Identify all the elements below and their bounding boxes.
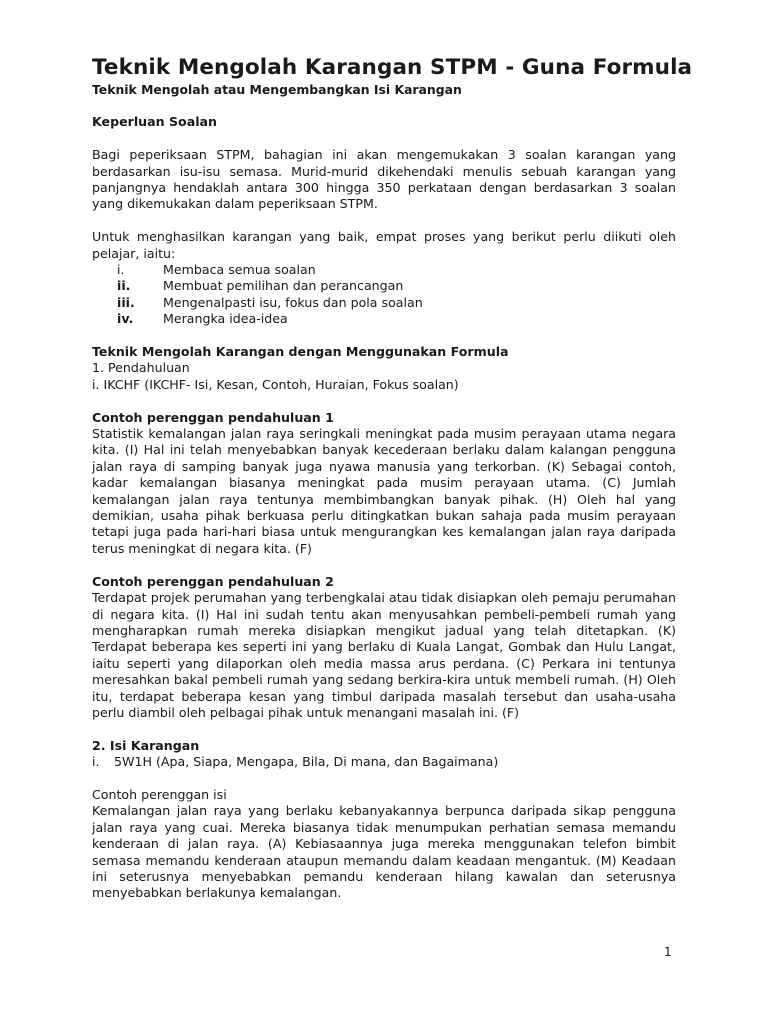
list-item-number: ii. xyxy=(117,278,131,294)
list-item-text: Mengenalpasti isu, fokus dan pola soalan xyxy=(163,294,423,310)
ikchf-line: i. IKCHF (IKCHF- Isi, Kesan, Contoh, Huraian, Fokus soalan) xyxy=(92,376,459,392)
isi-example-paragraph: Kemalangan jalan raya yang berlaku kebanyakannya berpunca daripada sikap pengguna jalan raya yang cuai. Mereka biasanya tidak menumpukan perhatian semasa memandu kenderaan di jalan raya. (A) Kebiasaannya juga mereka menggunakan telefon bimbit semasa memandu kenderaan ataupun memandu dalam keadaan mengantuk. (M) Keadaan ini seterusnya menyebabkan pemandu kenderaan hilang kawalan dan seterusnya menyebabkan berlakunya kemalangan. xyxy=(92,803,676,901)
process-list xyxy=(92,262,676,328)
spacer xyxy=(92,98,676,114)
example2-heading: Contoh perenggan pendahuluan 2 xyxy=(92,573,334,589)
example1-paragraph: Statistik kemalangan jalan raya seringkali meningkat pada musim perayaan utama negara kita. (I) Hal ini telah menyebabkan banyak kecederaan berlaku dalam kalangan pengguna jalan raya di samping banyak juga nyawa manusia yang terkorban. (K) Sebagai contoh, kadar kemalangan biasanya meningkat pada musim perayaan utama. (C) Jumlah kemalangan jalan raya tentunya membimbangkan banyak pihak. (H) Oleh hal yang demikian, usaha pihak berkuasa perlu ditingkatkan bukan sahaja pada musim perayaan tetapi juga pada hari-hari biasa untuk mengurangkan kes kemalangan jalan raya daripada terus meningkat di negara kita. (F) xyxy=(92,426,676,556)
spacer xyxy=(92,213,676,229)
intro-paragraph: Bagi peperiksaan STPM, bahagian ini akan mengemukakan 3 soalan karangan yang berdasarkan isu-isu semasa. Murid-murid dikehendaki menulis sebuah karangan yang panjangnya hendaklah antara 300 hingga 350 perkataan dengan berdasarkan 3 soalan yang dikemukakan dalam peperiksaan STPM. xyxy=(92,147,676,212)
document-subtitle: Teknik Mengolah atau Mengembangkan Isi Karangan xyxy=(92,82,462,97)
list-item-text: Merangka idea-idea xyxy=(163,311,288,327)
document-page xyxy=(92,54,693,902)
list-item xyxy=(92,262,676,278)
spacer xyxy=(92,328,676,344)
list-item-number: iii. xyxy=(117,294,135,310)
page-number: 1 xyxy=(664,945,672,959)
document-title: Teknik Mengolah Karangan STPM - Guna Formula xyxy=(92,55,693,80)
example2-paragraph: Terdapat projek perumahan yang terbengkalai atau tidak disiapkan oleh pemaju perumahan di negara kita. (I) Hal ini sudah tentu akan menyusahkan pembeli-pembeli rumah yang mengharapkan rumah mereka disiapkan mengikut jadual yang telah ditetapkan. (K) Terdapat beberapa kes seperti ini yang berlaku di Kuala Langat, Gombak dan Hulu Langat, iaitu seperti yang dilaporkan oleh media massa arus perdana. (C) Perkara ini tentunya meresahkan bakal pembeli rumah yang sedang berkira-kira untuk membeli rumah. (H) Oleh itu, terdapat beberapa kesan yang timbul daripada masalah tersebut dan usaha-usaha perlu diambil oleh pelbagai pihak untuk menangani masalah ini. (F) xyxy=(92,590,676,720)
isi-item-number: i. xyxy=(92,754,100,770)
spacer xyxy=(92,557,676,573)
example1-heading: Contoh perenggan pendahuluan 1 xyxy=(92,409,334,425)
process-paragraph: Untuk menghasilkan karangan yang baik, empat proses yang berikut perlu diikuti oleh pelajar, iaitu: xyxy=(92,229,676,261)
isi-item-text: 5W1H (Apa, Siapa, Mengapa, Bila, Di mana, dan Bagaimana) xyxy=(114,754,499,770)
spacer xyxy=(92,721,676,737)
pendahuluan-label: 1. Pendahuluan xyxy=(92,360,190,376)
section-heading-keperluan: Keperluan Soalan xyxy=(92,114,217,130)
isi-heading: 2. Isi Karangan xyxy=(92,737,200,753)
isi-example-label: Contoh perenggan isi xyxy=(92,786,227,802)
list-item-text: Membaca semua soalan xyxy=(163,262,316,278)
spacer xyxy=(92,131,676,147)
list-item xyxy=(92,295,676,311)
list-item xyxy=(92,311,676,327)
list-item-number: i. xyxy=(117,262,125,278)
formula-heading: Teknik Mengolah Karangan dengan Menggunakan Formula xyxy=(92,344,509,360)
spacer xyxy=(92,393,676,409)
spacer xyxy=(92,771,676,787)
list-item-text: Membuat pemilihan dan perancangan xyxy=(163,278,404,294)
list-item xyxy=(92,278,676,294)
list-item-number: iv. xyxy=(117,311,134,327)
isi-list-item xyxy=(92,754,676,770)
